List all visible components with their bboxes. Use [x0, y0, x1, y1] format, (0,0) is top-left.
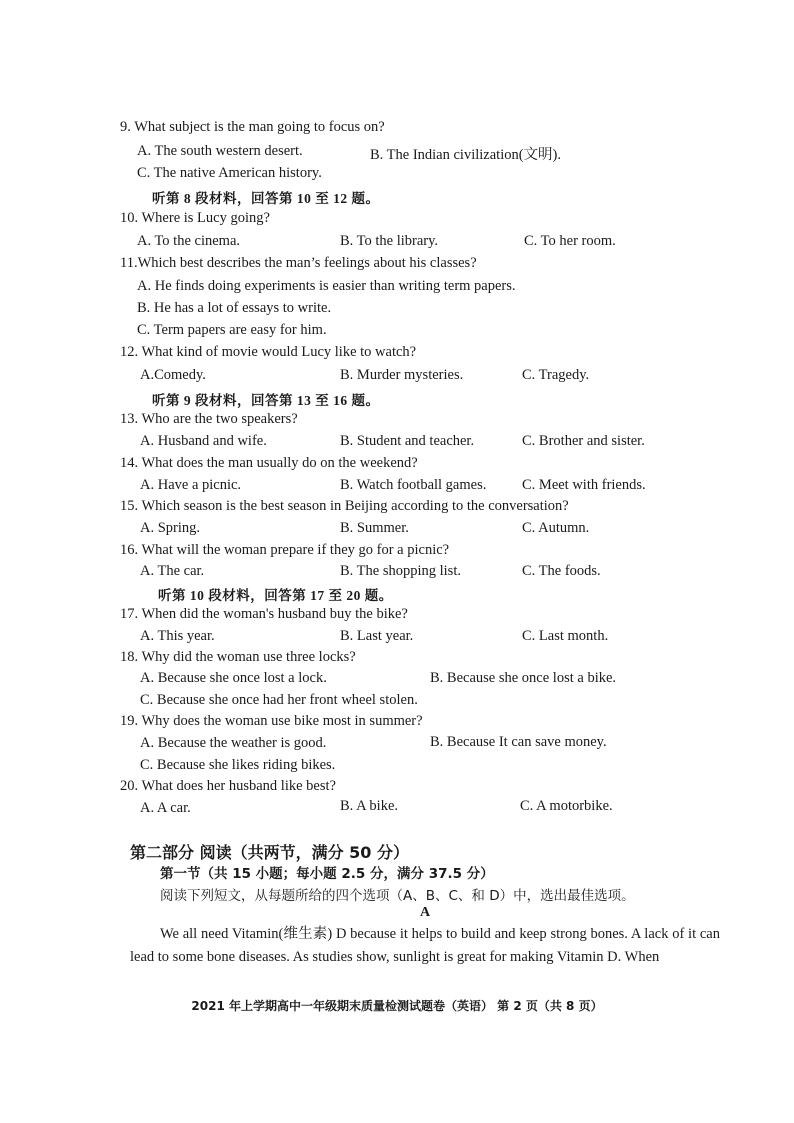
- option-c: C. The foods.: [522, 563, 601, 579]
- option-b: B. Murder mysteries.: [340, 367, 464, 383]
- reading-directions: 阅读下列短文，从每题所给的四个选项（A、B、C、和 D）中，选出最佳选项。: [160, 888, 635, 904]
- question-20: 20. What does her husband like best?: [120, 778, 336, 794]
- question-12: 12. What kind of movie would Lucy like to watch?: [120, 344, 417, 360]
- passage-label: A: [420, 905, 431, 920]
- question-13: 13. Who are the two speakers?: [120, 411, 298, 427]
- option-a: A. A car.: [140, 800, 191, 816]
- listening-instruction: 听第 10 段材料，回答第 17 至 20 题。: [158, 588, 393, 603]
- option-c: C. Last month.: [522, 628, 609, 644]
- listening-instruction: 听第 9 段材料，回答第 13 至 16 题。: [152, 393, 380, 408]
- option-a: A. The south western desert.: [137, 143, 303, 159]
- option-a: A. Have a picnic.: [140, 477, 242, 493]
- option-c: C. Meet with friends.: [522, 477, 646, 493]
- listening-instruction: 听第 8 段材料，回答第 10 至 12 题。: [152, 191, 380, 206]
- question-11: 11.Which best describes the man’s feelings about his classes?: [120, 255, 477, 271]
- option-c: C. Because she once had her front wheel stolen.: [140, 692, 418, 708]
- option-b: B. A bike.: [340, 798, 399, 814]
- option-b: B. The Indian civilization(文明).: [370, 147, 562, 163]
- question-15: 15. Which season is the best season in Beijing according to the conversation?: [120, 498, 569, 514]
- option-c: C. A motorbike.: [520, 798, 613, 814]
- option-c: C. Autumn.: [522, 520, 590, 536]
- option-c: C. To her room.: [524, 233, 616, 249]
- option-a: A. This year.: [140, 628, 215, 644]
- section-one-heading: 第一节（共 15 小题；每小题 2.5 分，满分 37.5 分）: [160, 866, 494, 882]
- option-c: C. Tragedy.: [522, 367, 590, 383]
- option-a: A. He finds doing experiments is easier than writing term papers.: [137, 278, 516, 294]
- option-a: A.Comedy.: [140, 367, 206, 383]
- part-two-heading: 第二部分 阅读（共两节，满分 50 分）: [130, 843, 409, 862]
- option-a: A. The car.: [140, 563, 205, 579]
- option-b: B. Summer.: [340, 520, 409, 536]
- option-a: A. Because she once lost a lock.: [140, 670, 327, 686]
- option-a: A. To the cinema.: [137, 233, 241, 249]
- option-a: A. Spring.: [140, 520, 201, 536]
- option-b: B. Because It can save money.: [430, 734, 607, 750]
- option-b: B. Student and teacher.: [340, 433, 475, 449]
- option-c: C. Because she likes riding bikes.: [140, 757, 336, 773]
- option-b: B. He has a lot of essays to write.: [137, 300, 332, 316]
- question-10: 10. Where is Lucy going?: [120, 210, 270, 226]
- option-b: B. Watch football games.: [340, 477, 487, 493]
- option-c: C. Brother and sister.: [522, 433, 645, 449]
- option-b: B. Last year.: [340, 628, 414, 644]
- passage-text: We all need Vitamin(维生素) D because it helps to build and keep strong bones. A lack of it can lead to some bone diseases. As studies show, sunlight is great for making Vitamin D. When: [130, 926, 720, 965]
- option-b: B. To the library.: [340, 233, 439, 249]
- option-a: A. Because the weather is good.: [140, 735, 327, 751]
- option-c: C. The native American history.: [137, 165, 322, 181]
- page-footer: 2021 年上学期高中一年级期末质量检测试题卷（英语） 第 2 页（共 8 页）: [191, 999, 603, 1013]
- question-9: 9. What subject is the man going to focus on?: [120, 119, 385, 135]
- question-14: 14. What does the man usually do on the weekend?: [120, 455, 418, 471]
- option-b: B. Because she once lost a bike.: [430, 670, 617, 686]
- question-18: 18. Why did the woman use three locks?: [120, 649, 356, 665]
- question-17: 17. When did the woman's husband buy the bike?: [120, 606, 408, 622]
- option-b: B. The shopping list.: [340, 563, 461, 579]
- option-a: A. Husband and wife.: [140, 433, 267, 449]
- option-c: C. Term papers are easy for him.: [137, 322, 327, 338]
- question-19: 19. Why does the woman use bike most in summer?: [120, 713, 423, 729]
- question-16: 16. What will the woman prepare if they go for a picnic?: [120, 542, 450, 558]
